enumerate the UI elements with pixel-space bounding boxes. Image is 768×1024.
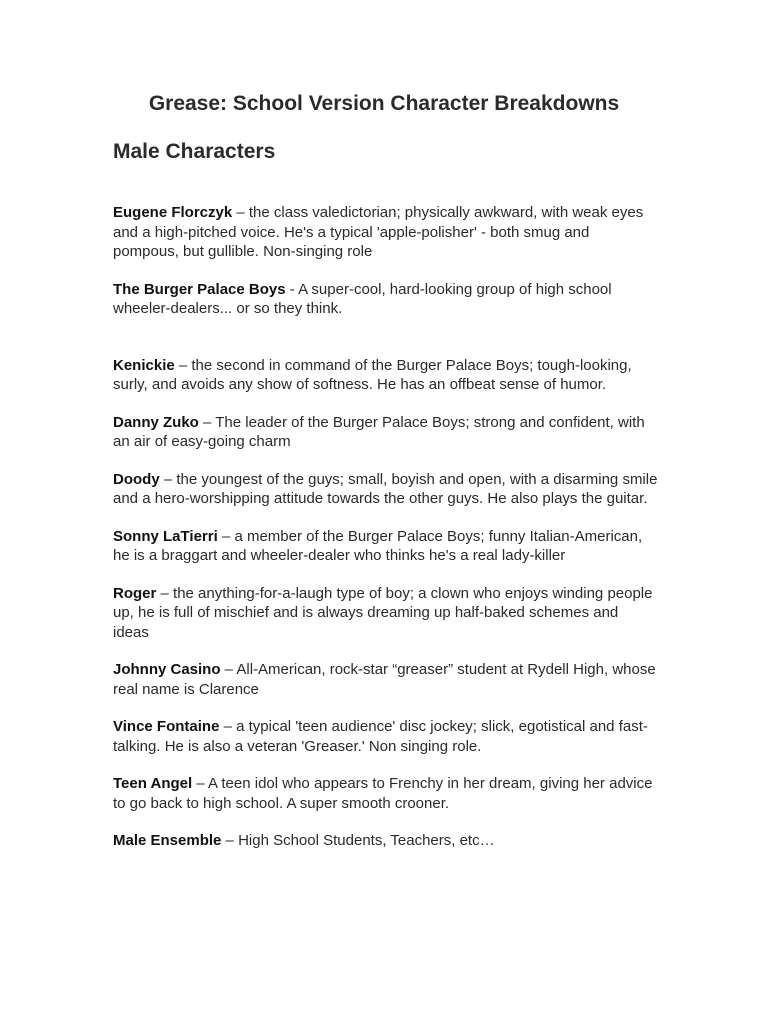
- character-description: – the anything-for-a-laugh type of boy; a clown who enjoys winding people up, he is full of mischief and is always dreaming up half-baked schemes and ideas: [113, 584, 653, 641]
- character-entry: [113, 356, 658, 395]
- character-name: Male Ensemble: [113, 832, 222, 849]
- character-name: Danny Zuko: [113, 413, 199, 431]
- document-title: Grease: School Version Character Breakdowns: [148, 92, 620, 115]
- character-description: - A super-cool, hard-looking group of high school wheeler-dealers... or so they think.: [113, 280, 612, 317]
- character-name: Roger: [113, 584, 157, 602]
- character-name: The Burger Palace Boys: [113, 280, 286, 298]
- character-description: – the youngest of the guys; small, boyish and open, with a disarming smile and a hero-worshipping attitude towards the other guys. He also plays the guitar.: [113, 470, 658, 507]
- character-name: Teen Angel: [113, 775, 193, 792]
- character-name: Johnny Casino: [113, 661, 221, 678]
- character-name: Vince Fontaine: [113, 718, 220, 735]
- character-entry: [113, 717, 658, 756]
- character-entry: [113, 470, 658, 509]
- character-name: Sonny LaTierri: [113, 527, 218, 545]
- character-description: – the second in command of the Burger Palace Boys; tough-looking, surly, and avoids any show of softness. He has an offbeat sense of humor.: [113, 356, 632, 393]
- section-heading: Male Characters: [113, 140, 276, 163]
- character-entry: [113, 660, 658, 699]
- character-name: Kenickie: [113, 356, 175, 374]
- character-name: Doody: [113, 470, 160, 488]
- character-description: – All-American, rock-star “greaser” student at Rydell High, whose real name is Clarence: [113, 661, 656, 698]
- character-description: – High School Students, Teachers, etc…: [221, 832, 495, 849]
- character-description: – A teen idol who appears to Frenchy in her dream, giving her advice to go back to high school. A super smooth crooner.: [113, 775, 653, 812]
- character-list: [113, 203, 658, 851]
- character-description: – the class valedictorian; physically awkward, with weak eyes and a high-pitched voice. He's a typical 'apple-polisher' - both smug and pompous, but gullible. Non-singing role: [113, 204, 644, 260]
- character-entry: [113, 280, 658, 319]
- character-description: – a member of the Burger Palace Boys; funny Italian-American, he is a braggart and wheeler-dealer who thinks he's a real lady-killer: [113, 527, 643, 564]
- character-entry: [113, 774, 658, 813]
- character-entry: [113, 527, 658, 566]
- character-entry: [113, 831, 658, 851]
- character-entry: [113, 584, 658, 643]
- character-entry: [113, 413, 658, 452]
- character-description: – a typical 'teen audience' disc jockey; slick, egotistical and fast-talking. He is also a veteran 'Greaser.' Non singing role.: [113, 718, 648, 755]
- character-name: Eugene Florczyk: [113, 204, 233, 221]
- character-description: – The leader of the Burger Palace Boys; strong and confident, with an air of easy-going charm: [113, 413, 645, 450]
- character-entry: [113, 203, 658, 262]
